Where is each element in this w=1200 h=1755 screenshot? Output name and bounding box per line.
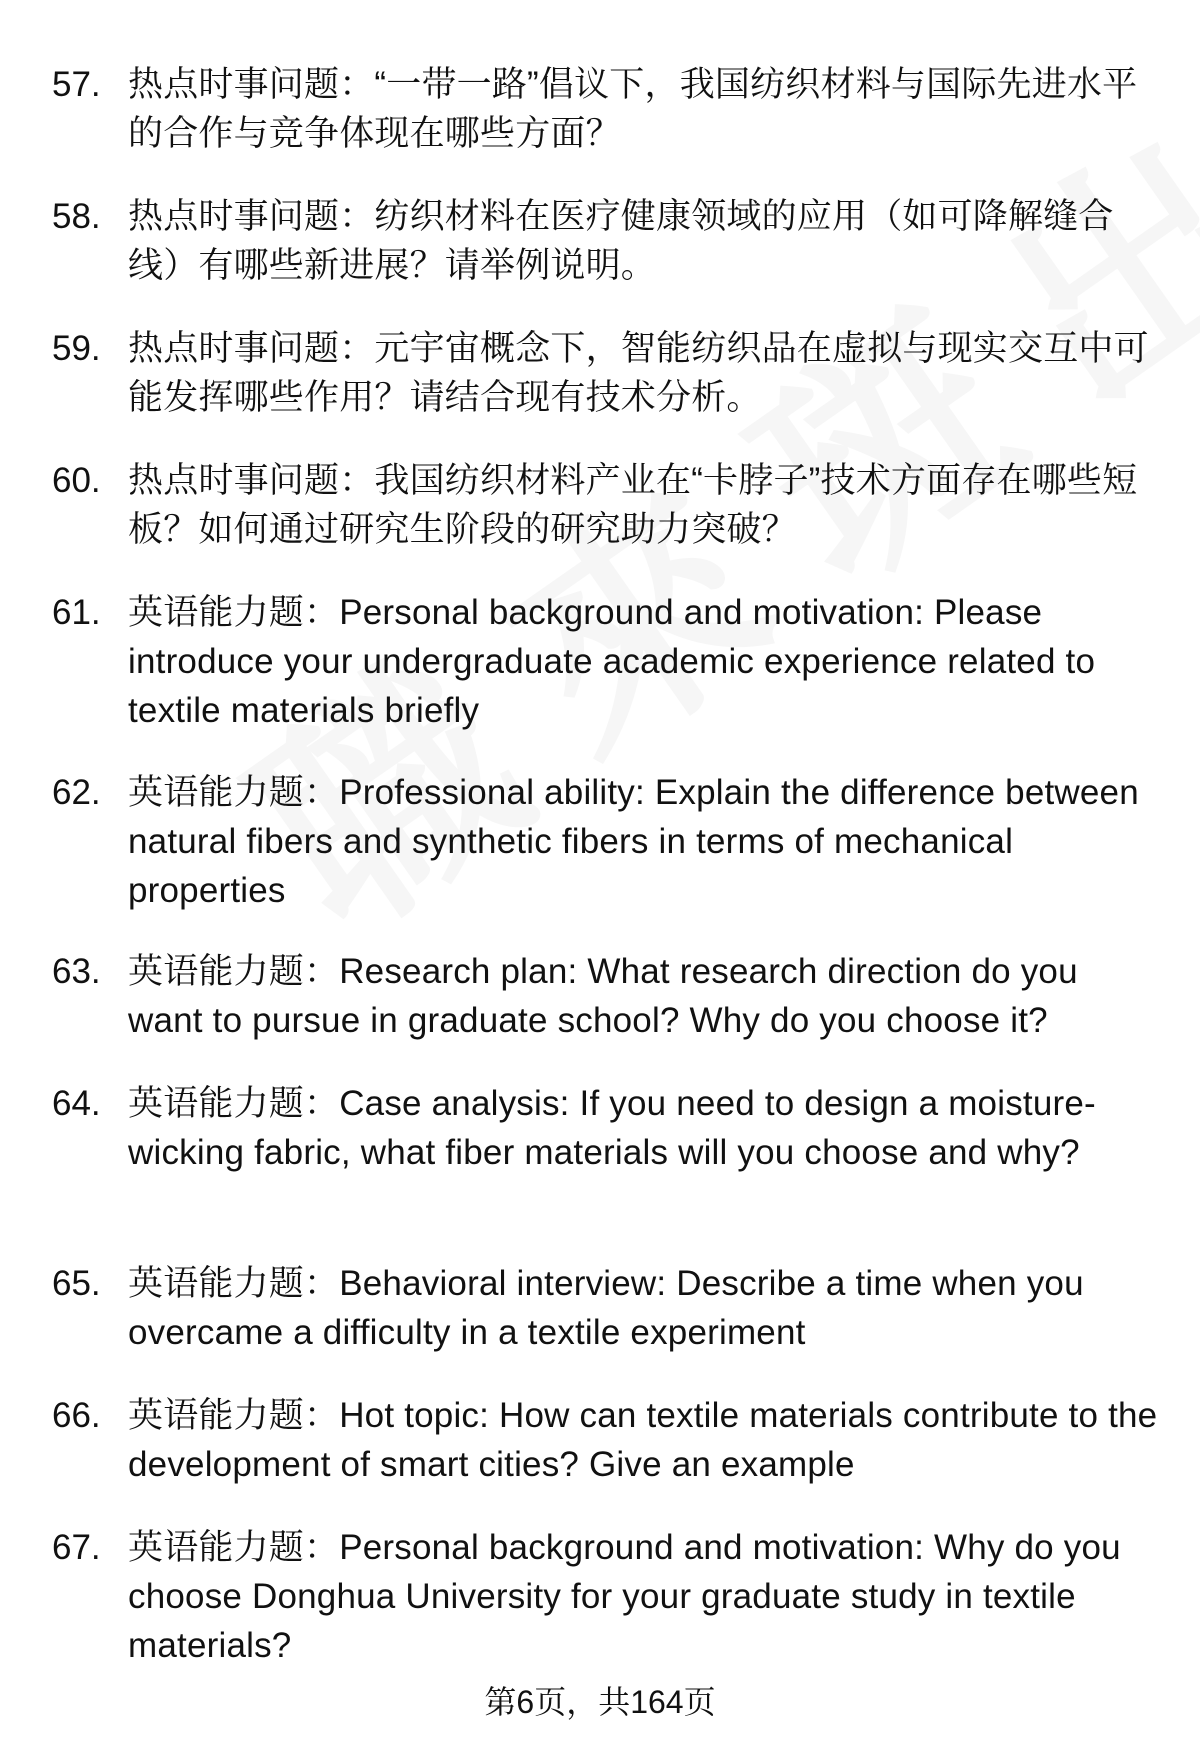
question-text: 英语能力题：Personal background and motivation: Please introduce your undergraduate academic experience related to textile materials briefly [128,593,1096,730]
question-number: 58. [52,197,101,236]
question-number: 57. [52,65,101,104]
question-text: 英语能力题：Hot topic: How can textile materials contribute to the development of smart cities? Give an example [128,1396,1158,1484]
question-number: 67. [52,1528,101,1567]
question-text: 英语能力题：Behavioral interview: Describe a time when you overcame a difficulty in a textile experiment [128,1264,1084,1352]
question-number: 63. [52,952,101,991]
question-text: 热点时事问题：元宇宙概念下，智能纺织品在虚拟与现实交互中可能发挥哪些作用？请结合现有技术分析。 [128,329,1149,417]
question-number: 64. [52,1084,101,1123]
question-text: 英语能力题：Professional ability: Explain the difference between natural fibers and synthetic fibers in terms of mechanical properties [128,773,1139,910]
question-number: 62. [52,773,101,812]
question-number: 66. [52,1396,101,1435]
question-text: 英语能力题：Personal background and motivation: Why do you choose Donghua University for your graduate study in textile materials? [128,1528,1121,1665]
question-text: 热点时事问题：纺织材料在医疗健康领域的应用（如可降解缝合线）有哪些新进展？请举例说明。 [128,197,1114,285]
question-text: 热点时事问题：我国纺织材料产业在“卡脖子”技术方面存在哪些短板？如何通过研究生阶段的研究助力突破？ [128,461,1138,549]
question-number: 61. [52,593,101,632]
page-footer: 第6页，共164页 [484,1684,716,1720]
question-text: 英语能力题：Research plan: What research direction do you want to pursue in graduate school? Why do you choose it? [128,952,1078,1040]
question-number: 59. [52,329,101,368]
question-number: 65. [52,1264,101,1303]
question-number: 60. [52,461,101,500]
question-text: 英语能力题：Case analysis: If you need to design a moisture-wicking fabric, what fiber materials will you choose and why? [128,1084,1096,1172]
question-text: 热点时事问题：“一带一路”倡议下，我国纺织材料与国际先进水平的合作与竞争体现在哪些方面？ [128,65,1138,153]
